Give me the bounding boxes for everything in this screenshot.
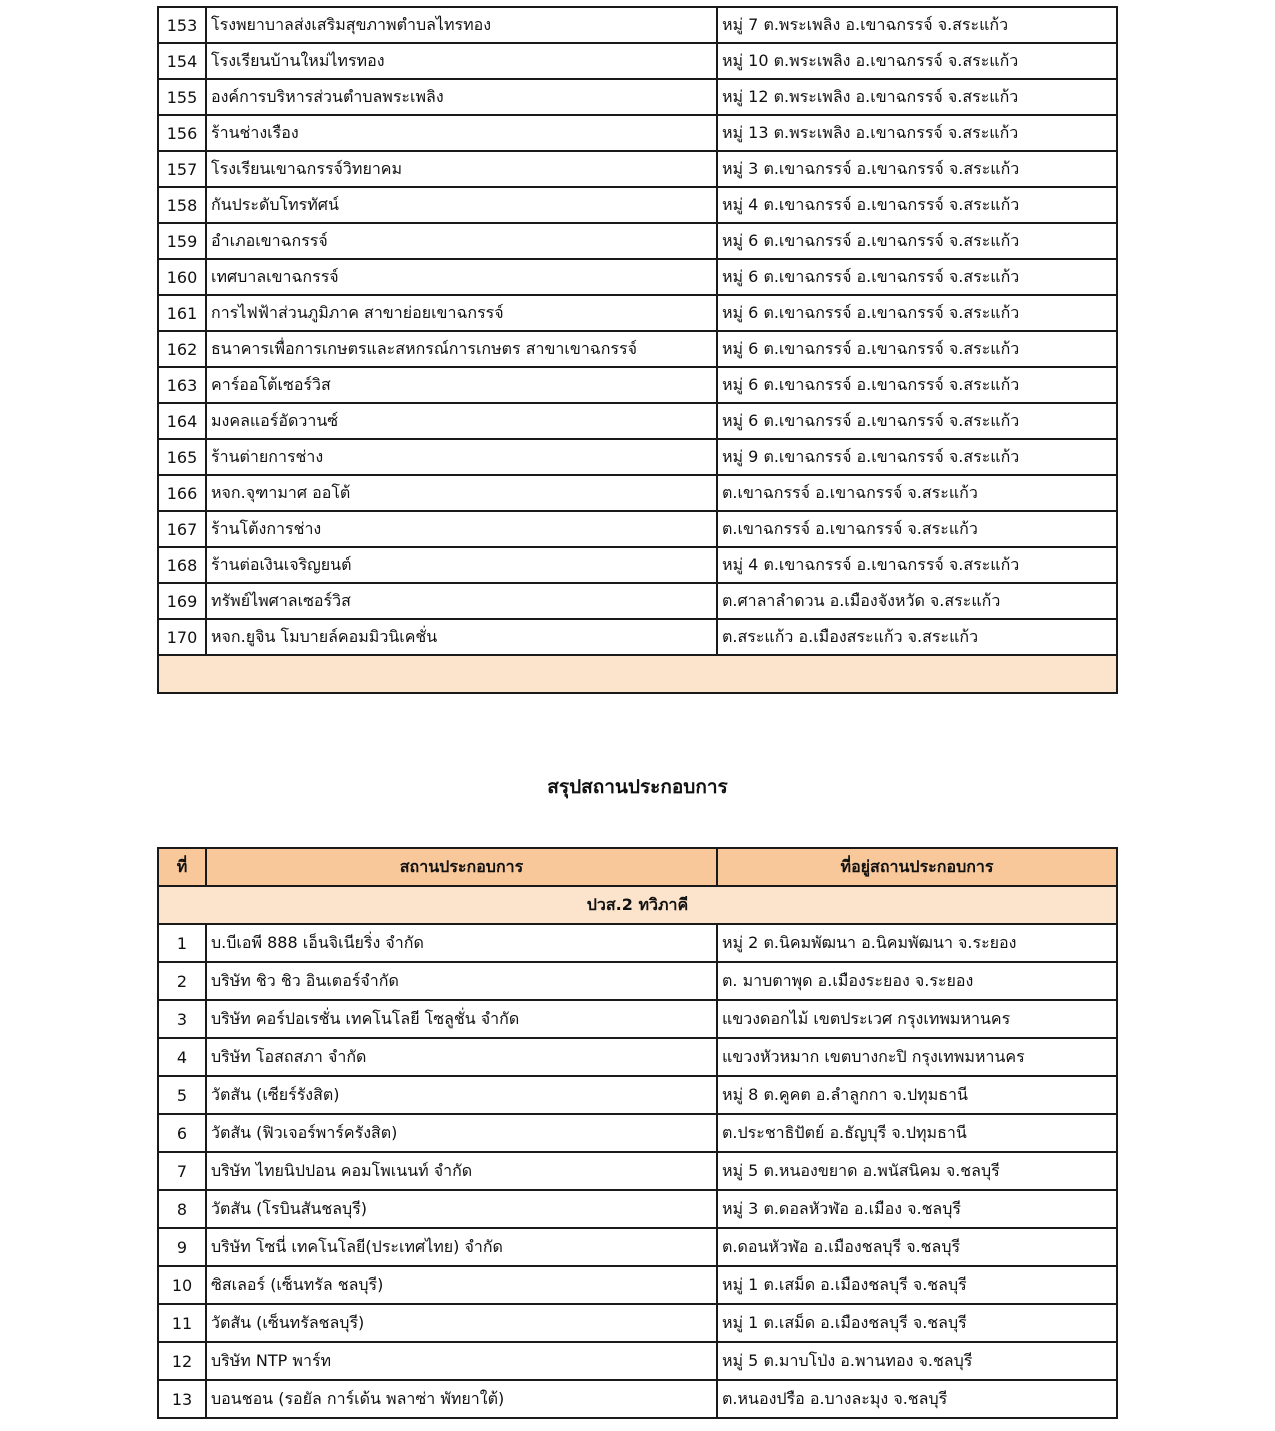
row-number: 156 bbox=[158, 115, 206, 151]
header-establishment: สถานประกอบการ bbox=[206, 848, 717, 886]
row-number: 2 bbox=[158, 962, 206, 1000]
establishment-name: บริษัท คอร์ปอเรชั่น เทคโนโลยี โซลูชั่น จำกัด bbox=[206, 1000, 717, 1038]
establishment-name: หจก.ยูจิน โมบายล์คอมมิวนิเคชั่น bbox=[206, 619, 717, 655]
table-row bbox=[158, 1342, 1117, 1380]
establishments-summary-table bbox=[157, 847, 1118, 1419]
table-row bbox=[158, 223, 1117, 259]
table-row bbox=[158, 79, 1117, 115]
row-number: 163 bbox=[158, 367, 206, 403]
establishment-address: หมู่ 2 ต.นิคมพัฒนา อ.นิคมพัฒนา จ.ระยอง bbox=[717, 924, 1117, 962]
row-number: 164 bbox=[158, 403, 206, 439]
establishment-name: บริษัท ชิว ชิว อินเตอร์จำกัด bbox=[206, 962, 717, 1000]
establishment-address: หมู่ 13 ต.พระเพลิง อ.เขาฉกรรจ์ จ.สระแก้ว bbox=[717, 115, 1117, 151]
establishment-address: หมู่ 3 ต.เขาฉกรรจ์ อ.เขาฉกรรจ์ จ.สระแก้ว bbox=[717, 151, 1117, 187]
row-number: 11 bbox=[158, 1304, 206, 1342]
table-row bbox=[158, 475, 1117, 511]
table-row bbox=[158, 439, 1117, 475]
table-row bbox=[158, 151, 1117, 187]
table-row bbox=[158, 7, 1117, 43]
establishment-name: ทรัพย์ไพศาลเซอร์วิส bbox=[206, 583, 717, 619]
table-row bbox=[158, 43, 1117, 79]
footer-cell bbox=[158, 655, 1117, 693]
row-number: 4 bbox=[158, 1038, 206, 1076]
establishment-address: หมู่ 3 ต.ดอลหัวฬ่อ อ.เมือง จ.ชลบุรี bbox=[717, 1190, 1117, 1228]
row-number: 13 bbox=[158, 1380, 206, 1418]
establishment-name: วัตสัน (ฟิวเจอร์พาร์ครังสิต) bbox=[206, 1114, 717, 1152]
table-row bbox=[158, 1190, 1117, 1228]
establishment-name: วัตสัน (เซ็นทรัลชลบุรี) bbox=[206, 1304, 717, 1342]
establishment-name: ร้านช่างเรือง bbox=[206, 115, 717, 151]
establishment-name: องค์การบริหารส่วนตำบลพระเพลิง bbox=[206, 79, 717, 115]
table-row bbox=[158, 259, 1117, 295]
header-address: ที่อยู่สถานประกอบการ bbox=[717, 848, 1117, 886]
table-row bbox=[158, 295, 1117, 331]
table-row bbox=[158, 962, 1117, 1000]
row-number: 3 bbox=[158, 1000, 206, 1038]
establishment-address: ต.ดอนหัวฬ่อ อ.เมืองชลบุรี จ.ชลบุรี bbox=[717, 1228, 1117, 1266]
row-number: 161 bbox=[158, 295, 206, 331]
table-row bbox=[158, 511, 1117, 547]
establishment-address: หมู่ 1 ต.เสม็ด อ.เมืองชลบุรี จ.ชลบุรี bbox=[717, 1304, 1117, 1342]
row-number: 7 bbox=[158, 1152, 206, 1190]
row-number: 160 bbox=[158, 259, 206, 295]
header-row bbox=[158, 848, 1117, 886]
row-number: 169 bbox=[158, 583, 206, 619]
table-row bbox=[158, 1152, 1117, 1190]
establishment-address: หมู่ 10 ต.พระเพลิง อ.เขาฉกรรจ์ จ.สระแก้ว bbox=[717, 43, 1117, 79]
establishment-address: หมู่ 6 ต.เขาฉกรรจ์ อ.เขาฉกรรจ์ จ.สระแก้ว bbox=[717, 367, 1117, 403]
table-row bbox=[158, 1000, 1117, 1038]
table-row bbox=[158, 547, 1117, 583]
bottom-table-body bbox=[158, 886, 1117, 1418]
table-row bbox=[158, 1076, 1117, 1114]
establishment-name: ร้านต่อเงินเจริญยนต์ bbox=[206, 547, 717, 583]
establishments-table-continued bbox=[157, 6, 1118, 694]
establishment-name: ร้านต่ายการช่าง bbox=[206, 439, 717, 475]
summary-title: สรุปสถานประกอบการ bbox=[547, 776, 728, 798]
establishment-name: ซิสเลอร์ (เซ็นทรัล ชลบุรี) bbox=[206, 1266, 717, 1304]
row-number: 167 bbox=[158, 511, 206, 547]
table-row bbox=[158, 1304, 1117, 1342]
establishment-address: หมู่ 6 ต.เขาฉกรรจ์ อ.เขาฉกรรจ์ จ.สระแก้ว bbox=[717, 331, 1117, 367]
row-number: 166 bbox=[158, 475, 206, 511]
establishment-address: หมู่ 4 ต.เขาฉกรรจ์ อ.เขาฉกรรจ์ จ.สระแก้ว bbox=[717, 547, 1117, 583]
row-number: 9 bbox=[158, 1228, 206, 1266]
establishment-address: ต.เขาฉกรรจ์ อ.เขาฉกรรจ์ จ.สระแก้ว bbox=[717, 475, 1117, 511]
establishment-address: หมู่ 1 ต.เสม็ด อ.เมืองชลบุรี จ.ชลบุรี bbox=[717, 1266, 1117, 1304]
table-row bbox=[158, 1380, 1117, 1418]
establishment-address: ต.หนองปรือ อ.บางละมุง จ.ชลบุรี bbox=[717, 1380, 1117, 1418]
table-row bbox=[158, 1228, 1117, 1266]
row-number: 8 bbox=[158, 1190, 206, 1228]
establishment-address: ต.ศาลาลำดวน อ.เมืองจังหวัด จ.สระแก้ว bbox=[717, 583, 1117, 619]
table-footer-row bbox=[158, 655, 1117, 693]
establishment-address: หมู่ 12 ต.พระเพลิง อ.เขาฉกรรจ์ จ.สระแก้ว bbox=[717, 79, 1117, 115]
row-number: 155 bbox=[158, 79, 206, 115]
establishment-name: บ.บีเอพี 888 เอ็นจิเนียริ่ง จำกัด bbox=[206, 924, 717, 962]
establishment-name: เทศบาลเขาฉกรรจ์ bbox=[206, 259, 717, 295]
row-number: 162 bbox=[158, 331, 206, 367]
establishment-address: หมู่ 4 ต.เขาฉกรรจ์ อ.เขาฉกรรจ์ จ.สระแก้ว bbox=[717, 187, 1117, 223]
establishment-address: ต.เขาฉกรรจ์ อ.เขาฉกรรจ์ จ.สระแก้ว bbox=[717, 511, 1117, 547]
row-number: 154 bbox=[158, 43, 206, 79]
establishment-address: ต.ประชาธิปัตย์ อ.ธัญบุรี จ.ปทุมธานี bbox=[717, 1114, 1117, 1152]
row-number: 158 bbox=[158, 187, 206, 223]
establishment-name: บริษัท โอสถสภา จำกัด bbox=[206, 1038, 717, 1076]
establishment-address: หมู่ 7 ต.พระเพลิง อ.เขาฉกรรจ์ จ.สระแก้ว bbox=[717, 7, 1117, 43]
establishment-name: บริษัท NTP พาร์ท bbox=[206, 1342, 717, 1380]
establishment-address: หมู่ 5 ต.มาบโป่ง อ.พานทอง จ.ชลบุรี bbox=[717, 1342, 1117, 1380]
table-row bbox=[158, 1038, 1117, 1076]
establishment-address: ต. มาบตาพุด อ.เมืองระยอง จ.ระยอง bbox=[717, 962, 1117, 1000]
establishment-name: มงคลแอร์อัดวานซ์ bbox=[206, 403, 717, 439]
table-row bbox=[158, 583, 1117, 619]
establishment-name: กันประดับโทรทัศน์ bbox=[206, 187, 717, 223]
row-number: 12 bbox=[158, 1342, 206, 1380]
section-label: ปวส.2 ทวิภาคี bbox=[158, 886, 1117, 924]
establishment-address: แขวงดอกไม้ เขตประเวศ กรุงเทพมหานคร bbox=[717, 1000, 1117, 1038]
establishment-address: หมู่ 6 ต.เขาฉกรรจ์ อ.เขาฉกรรจ์ จ.สระแก้ว bbox=[717, 223, 1117, 259]
row-number: 168 bbox=[158, 547, 206, 583]
table-row bbox=[158, 1266, 1117, 1304]
establishment-address: หมู่ 9 ต.เขาฉกรรจ์ อ.เขาฉกรรจ์ จ.สระแก้ว bbox=[717, 439, 1117, 475]
establishment-address: หมู่ 6 ต.เขาฉกรรจ์ อ.เขาฉกรรจ์ จ.สระแก้ว bbox=[717, 403, 1117, 439]
establishment-name: โรงพยาบาลส่งเสริมสุขภาพตำบลไทรทอง bbox=[206, 7, 717, 43]
row-number: 165 bbox=[158, 439, 206, 475]
establishment-name: คาร์ออโต้เซอร์วิส bbox=[206, 367, 717, 403]
row-number: 170 bbox=[158, 619, 206, 655]
establishment-name: บอนชอน (รอยัล การ์เด้น พลาซ่า พัทยาใต้) bbox=[206, 1380, 717, 1418]
table-row bbox=[158, 115, 1117, 151]
section-row bbox=[158, 886, 1117, 924]
establishment-name: บริษัท โซนี่ เทคโนโลยี(ประเทศไทย) จำกัด bbox=[206, 1228, 717, 1266]
table-row bbox=[158, 331, 1117, 367]
table-row bbox=[158, 1114, 1117, 1152]
establishment-name: บริษัท ไทยนิปปอน คอมโพเนนท์ จำกัด bbox=[206, 1152, 717, 1190]
establishment-name: โรงเรียนบ้านใหม่ไทรทอง bbox=[206, 43, 717, 79]
row-number: 159 bbox=[158, 223, 206, 259]
establishment-name: วัตสัน (เซียร์รังสิต) bbox=[206, 1076, 717, 1114]
table-row bbox=[158, 187, 1117, 223]
row-number: 10 bbox=[158, 1266, 206, 1304]
row-number: 1 bbox=[158, 924, 206, 962]
establishment-name: หจก.จุฑามาศ ออโต้ bbox=[206, 475, 717, 511]
establishment-name: ร้านโต้งการช่าง bbox=[206, 511, 717, 547]
establishment-name: วัตสัน (โรบินสันชลบุรี) bbox=[206, 1190, 717, 1228]
establishment-address: หมู่ 6 ต.เขาฉกรรจ์ อ.เขาฉกรรจ์ จ.สระแก้ว bbox=[717, 259, 1117, 295]
table-row bbox=[158, 619, 1117, 655]
top-table-body bbox=[158, 7, 1117, 693]
table-row bbox=[158, 403, 1117, 439]
row-number: 5 bbox=[158, 1076, 206, 1114]
establishment-address: หมู่ 5 ต.หนองขยาด อ.พนัสนิคม จ.ชลบุรี bbox=[717, 1152, 1117, 1190]
establishment-name: ธนาคารเพื่อการเกษตรและสหกรณ์การเกษตร สาขาเขาฉกรรจ์ bbox=[206, 331, 717, 367]
header-no: ที่ bbox=[158, 848, 206, 886]
table-row bbox=[158, 367, 1117, 403]
row-number: 153 bbox=[158, 7, 206, 43]
establishment-address: หมู่ 8 ต.คูคต อ.ลำลูกกา จ.ปทุมธานี bbox=[717, 1076, 1117, 1114]
table-row bbox=[158, 924, 1117, 962]
establishment-address: แขวงหัวหมาก เขตบางกะปิ กรุงเทพมหานคร bbox=[717, 1038, 1117, 1076]
row-number: 6 bbox=[158, 1114, 206, 1152]
establishment-address: หมู่ 6 ต.เขาฉกรรจ์ อ.เขาฉกรรจ์ จ.สระแก้ว bbox=[717, 295, 1117, 331]
establishment-name: อำเภอเขาฉกรรจ์ bbox=[206, 223, 717, 259]
establishment-address: ต.สระแก้ว อ.เมืองสระแก้ว จ.สระแก้ว bbox=[717, 619, 1117, 655]
establishment-name: โรงเรียนเขาฉกรรจ์วิทยาคม bbox=[206, 151, 717, 187]
establishment-name: การไฟฟ้าส่วนภูมิภาค สาขาย่อยเขาฉกรรจ์ bbox=[206, 295, 717, 331]
row-number: 157 bbox=[158, 151, 206, 187]
